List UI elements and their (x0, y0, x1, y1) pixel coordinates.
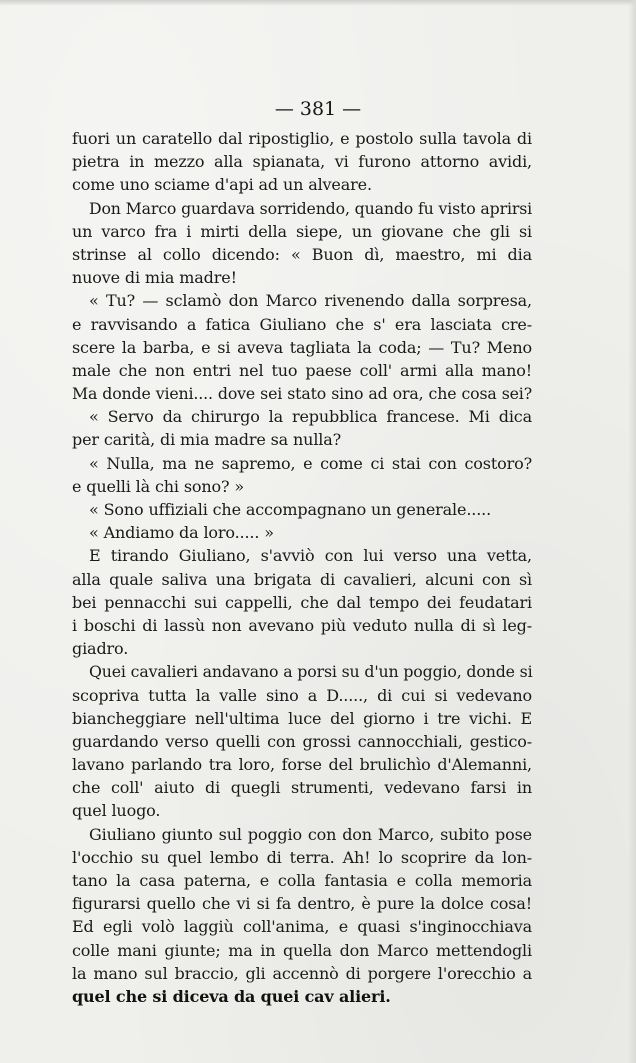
text-line: E tirando Giuliano, s'avviò con lui verso una vetta, (89, 546, 532, 566)
page-number: — 381 — (274, 98, 362, 120)
text-line: pietra in mezzo alla spianata, vi furono attorno avidi, (72, 152, 532, 172)
text-line: strinse al collo dicendo: « Buon dì, maestro, mi dia (72, 244, 532, 264)
text-line: lavano parlando tra loro, forse del brulichìo d'Alemanni, (72, 755, 532, 775)
text-line: fuori un caratello dal ripostiglio, e postolo sulla tavola di (72, 129, 532, 148)
text-line: Quei cavalieri andavano a porsi su d'un poggio, donde si (89, 662, 533, 682)
text-line: un varco fra i mirti della siepe, un giovane che gli si (72, 221, 532, 241)
text-line: « Andiamo da loro..... » (89, 523, 274, 543)
text-line: l'occhio su quel lembo di terra. Ah! lo scoprire da lon- (72, 847, 532, 867)
text-line: Ma donde vieni.... dove sei stato sino ad ora, che cosa sei? (72, 384, 532, 404)
text-line: che coll' aiuto di quegli strumenti, vedevano farsi in (72, 778, 532, 798)
text-line: tano la casa paterna, e colla fantasia e colla memoria (72, 871, 532, 890)
text-line: Giuliano giunto sul poggio con don Marco, subito pose (89, 824, 532, 844)
text-line: scere la barba, e si aveva tagliata la coda; — Tu? Meno (72, 337, 532, 357)
text-line: figurarsi quello che vi si fa dentro, è pure la dolce cosa! (72, 894, 532, 914)
text-line: Ed egli volò laggiù coll'anima, e quasi s'inginocchiava (72, 917, 532, 937)
text-line: guardando verso quelli con grossi cannocchiali, gestico- (72, 731, 532, 751)
text-line: alla quale saliva una brigata di cavalieri, alcuni con sì (72, 569, 532, 589)
text-line: Don Marco guardava sorridendo, quando fu visto aprirsi (89, 198, 533, 218)
text-line: biancheggiare nell'ultima luce del giorno i tre vichi. E (72, 708, 532, 728)
page-top-shadow (0, 0, 636, 6)
text-line: colle mani giunte; ma in quella don Marco mettendogli (72, 940, 532, 960)
text-line: quel luogo. (72, 801, 161, 821)
body-text (72, 127, 532, 1008)
text-line: la mano sul braccio, gli accennò di porgere l'orecchio a (72, 963, 532, 983)
text-line: i boschi di lassù non avevano più veduto nulla di sì leg- (72, 615, 532, 635)
text-line: scopriva tutta la valle sino a D....., di cui si vedevano (72, 685, 532, 705)
page-right-shadow (628, 0, 636, 1063)
text-line: come uno sciame d'api ad un alveare. (72, 175, 372, 195)
text-line: nuove di mia madre! (72, 268, 237, 288)
text-line: « Nulla, ma ne sapremo, e come ci stai con costoro? (89, 453, 532, 473)
text-line: « Tu? — sclamò don Marco rivenendo dalla sorpresa, (89, 291, 532, 311)
text-line: bei pennacchi sui cappelli, che dal tempo dei feudatari (72, 592, 532, 612)
text-line: giadro. (72, 639, 129, 659)
text-line: « Servo da chirurgo la repubblica francese. Mi dica (89, 407, 532, 427)
text-line: e ravvisando a fatica Giuliano che s' era lasciata cre- (72, 314, 532, 334)
text-line: quel che si diceva da quei cav alieri. (72, 986, 391, 1006)
text-line: « Sono uffiziali che accompagnano un generale..... (89, 500, 492, 519)
text-line: male che non entri nel tuo paese coll' armi alla mano! (72, 360, 532, 380)
text-line: e quelli là chi sono? » (72, 476, 245, 496)
text-line: per carità, di mia madre sa nulla? (72, 430, 342, 450)
